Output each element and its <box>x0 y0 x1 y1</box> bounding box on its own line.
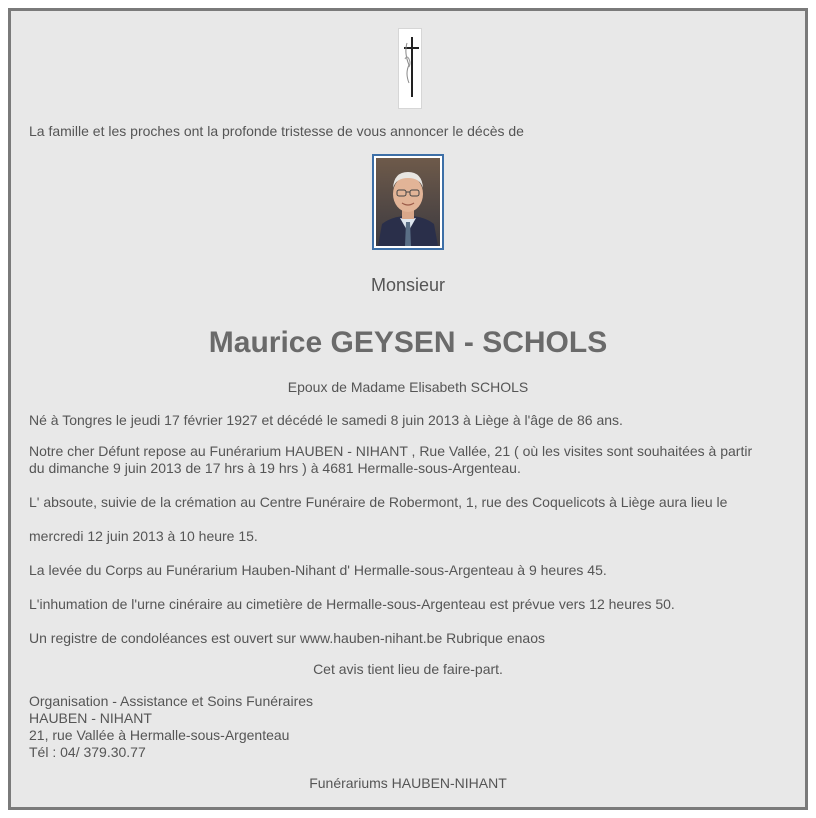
deceased-name: Maurice GEYSEN - SCHOLS <box>208 326 608 359</box>
intro-text: La famille et les proches ont la profonde tristesse de vous annoncer le décès de <box>29 123 524 139</box>
faire-part-text: Cet avis tient lieu de faire-part. <box>313 661 503 677</box>
absoute-date: mercredi 12 juin 2013 à 10 heure 15. <box>29 528 258 544</box>
absoute-text: L' absoute, suivie de la crémation au Centre Funéraire de Robermont, 1, rue des Coquelicots à Liège aura lieu le <box>29 494 728 510</box>
registre-text: Un registre de condoléances est ouvert sur www.hauben-nihant.be Rubrique enaos <box>29 630 545 646</box>
repose-line-1: Notre cher Défunt repose au Funérarium HAUBEN - NIHANT , Rue Vallée, 21 ( où les visites sont souhaitées à partir <box>29 443 753 459</box>
cross-icon <box>398 28 422 109</box>
organisation-phone: Tél : 04/ 379.30.77 <box>29 744 146 760</box>
spouse-line: Epoux de Madame Elisabeth SCHOLS <box>287 379 529 395</box>
organisation-line-3: 21, rue Vallée à Hermalle-sous-Argenteau <box>29 727 290 743</box>
repose-line-2: du dimanche 9 juin 2013 de 17 hrs à 19 hrs ) à 4681 Hermalle-sous-Argenteau. <box>29 460 521 476</box>
inhumation-text: L'inhumation de l'urne cinéraire au cimetière de Hermalle-sous-Argenteau est prévue vers 12 heures 50. <box>29 596 675 612</box>
footer-text: Funérariums HAUBEN-NIHANT <box>309 775 507 791</box>
salutation: Monsieur <box>370 275 446 295</box>
birth-death-text: Né à Tongres le jeudi 17 février 1927 et décédé le samedi 8 juin 2013 à Liège à l'âge de 86 ans. <box>29 412 623 428</box>
repose-text <box>29 443 789 477</box>
obituary-card <box>8 8 808 810</box>
levee-text: La levée du Corps au Funérarium Hauben-Nihant d' Hermalle-sous-Argenteau à 9 heures 45. <box>29 562 607 578</box>
organisation-line-2: HAUBEN - NIHANT <box>29 710 152 726</box>
portrait-photo <box>372 154 444 250</box>
organisation-line-1: Organisation - Assistance et Soins Funéraires <box>29 693 314 709</box>
organisation-block <box>29 693 789 761</box>
